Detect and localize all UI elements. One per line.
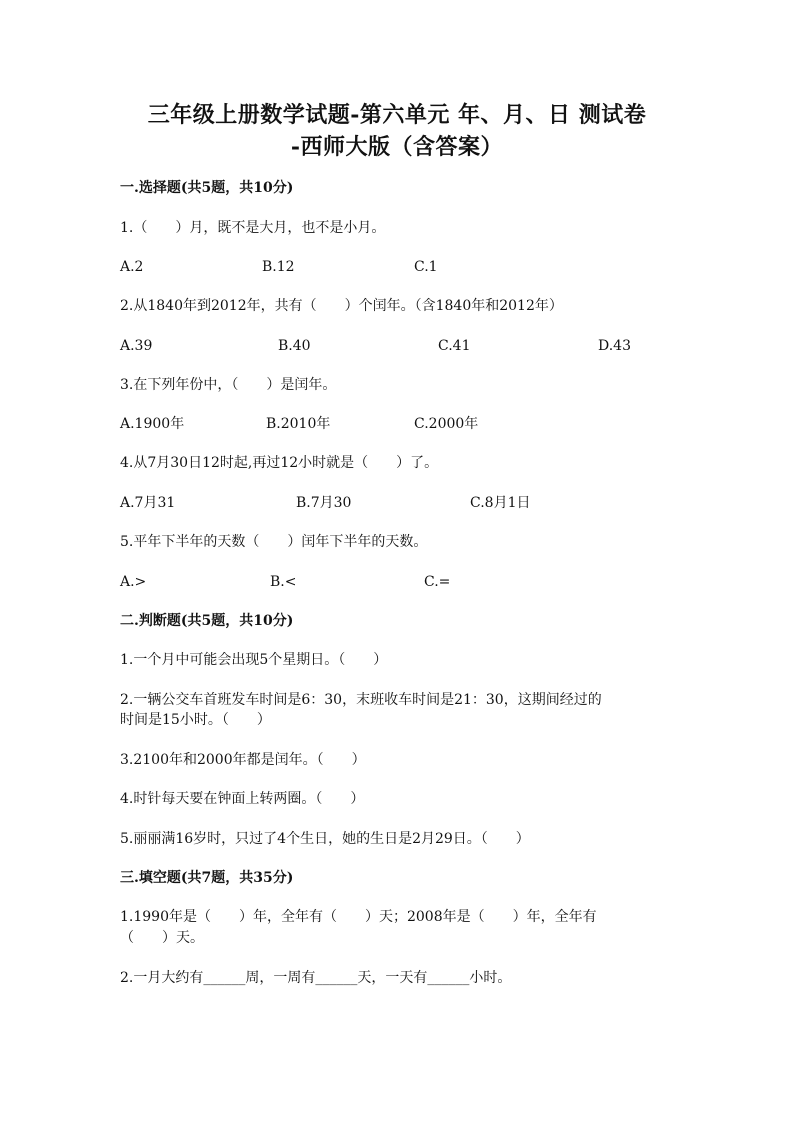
page-subtitle: -西师大版（含答案） [290,134,504,160]
question-text: 5.丽丽满16岁时，只过了4个生日，她的生日是2月29日。（ ） [120,831,530,847]
section-heading-choice: 一.选择题(共5题，共10分) [120,180,294,196]
option-d: D.43 [598,338,631,354]
option-a: A.1900年 [120,416,185,432]
option-c: C.= [424,574,451,590]
option-c: C.41 [438,338,471,354]
option-c: C.8月1日 [470,495,531,511]
question-text-continued: （ ）天。 [120,930,204,946]
option-a: A.39 [120,338,153,354]
question-text: 3.2100年和2000年都是闰年。（ ） [120,752,366,768]
option-b: B.40 [278,338,311,354]
option-a: A.> [120,574,147,590]
page-title: 三年级上册数学试题-第六单元 年、月、日 测试卷 [147,102,647,128]
question-text: 1.（ ）月，既不是大月，也不是小月。 [120,220,386,236]
question-text-continued: 时间是15小时。（ ） [120,712,271,728]
question-text: 2.从1840年到2012年，共有（ ）个闰年。（含1840年和2012年） [120,298,563,314]
option-a: A.7月31 [120,495,176,511]
question-text: 2.一辆公交车首班发车时间是6：30，末班收车时间是21：30，这期间经过的 [120,692,602,708]
option-c: C.2000年 [414,416,479,432]
option-a: A.2 [120,259,144,275]
option-b: B.< [270,574,297,590]
section-heading-fill: 三.填空题(共7题，共35分) [120,870,294,886]
question-text: 4.从7月30日12时起,再过12小时就是（ ）了。 [120,455,439,471]
question-text: 4.时针每天要在钟面上转两圈。（ ） [120,791,365,807]
question-text: 3.在下列年份中，（ ）是闰年。 [120,377,337,393]
option-b: B.2010年 [266,416,331,432]
option-b: B.7月30 [296,495,352,511]
option-b: B.12 [262,259,295,275]
question-text: 5.平年下半年的天数（ ）闰年下半年的天数。 [120,534,428,550]
question-text: 1.一个月中可能会出现5个星期日。（ ） [120,652,388,668]
section-heading-judge: 二.判断题(共5题，共10分) [120,613,294,629]
question-text: 1.1990年是（ ）年，全年有（ ）天；2008年是（ ）年，全年有 [120,909,597,925]
question-text: 2.一月大约有______周，一周有______天，一天有______小时。 [120,970,512,986]
option-c: C.1 [414,259,438,275]
